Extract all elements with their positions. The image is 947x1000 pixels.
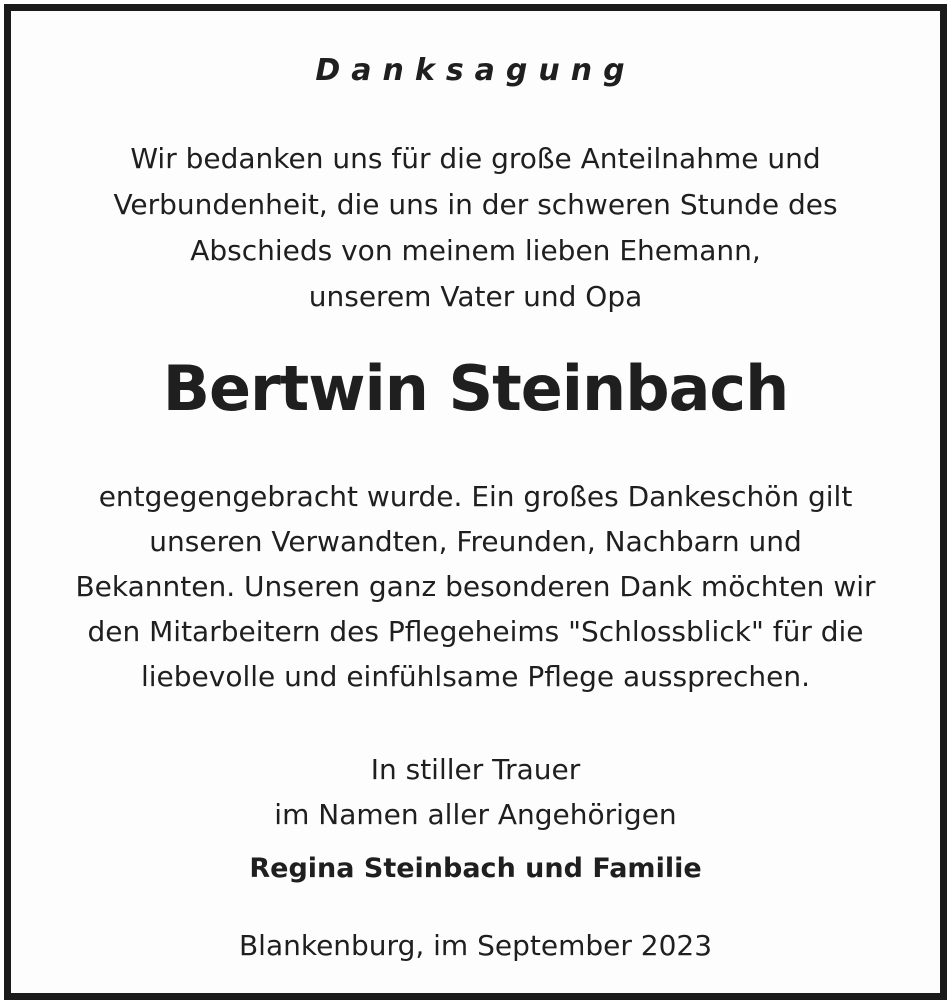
thanks-line: unseren Verwandten, Freunden, Nachbarn und [149, 525, 802, 558]
intro-line: Verbundenheit, die uns in der schweren Stunde des [113, 188, 838, 221]
thanks-line: den Mitarbeitern des Pflegeheims "Schlossblick" für die [87, 615, 864, 648]
notice-heading: Danksagung [315, 53, 636, 88]
closing-line: In stiller Trauer [370, 753, 581, 786]
intro-line: Abschieds von meinem lieben Ehemann, [190, 234, 761, 267]
intro-line: unserem Vater und Opa [308, 280, 643, 313]
deceased-name: Bertwin Steinbach [162, 352, 789, 425]
place-date: Blankenburg, im September 2023 [238, 929, 713, 962]
intro-paragraph [11, 136, 940, 320]
closing-block [11, 747, 940, 837]
thanks-line: Bekannten. Unseren ganz besonderen Dank möchten wir [75, 570, 876, 603]
thanks-line: entgegengebracht wurde. Ein großes Dankeschön gilt [98, 480, 853, 513]
thanks-paragraph [11, 474, 940, 699]
thanks-line: liebevolle und einfühlsame Pflege aussprechen. [140, 660, 810, 693]
notice-frame [4, 4, 947, 1000]
signer-name: Regina Steinbach und Familie [249, 853, 702, 884]
intro-line: Wir bedanken uns für die große Anteilnahme und [130, 142, 821, 175]
closing-line: im Namen aller Angehörigen [274, 798, 677, 831]
